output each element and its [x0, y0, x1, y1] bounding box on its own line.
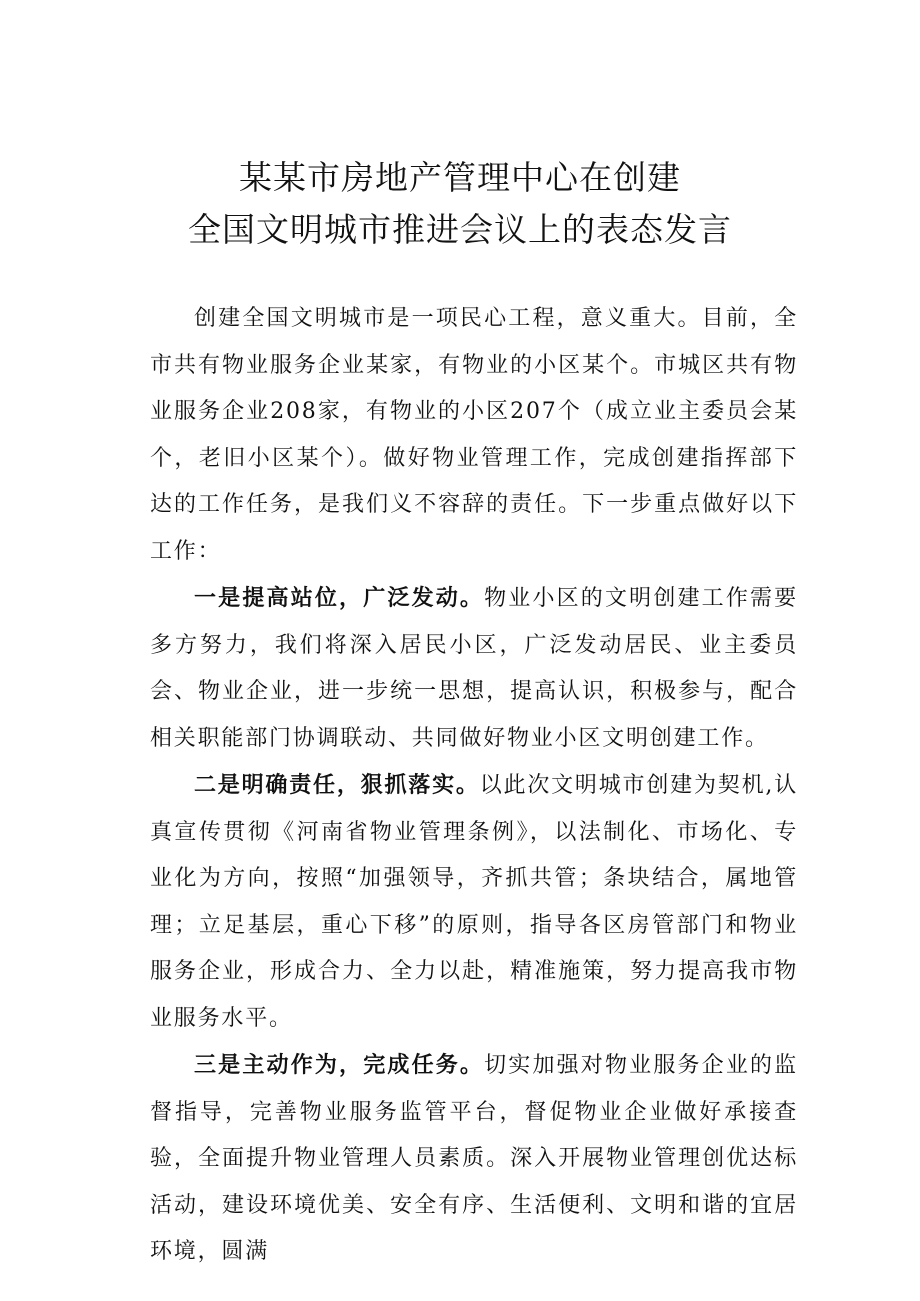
- point-paragraph-2: [150, 762, 798, 1042]
- document-body: [150, 296, 798, 1276]
- title-line-1: 某某市房地产管理中心在创建: [239, 158, 681, 197]
- point-paragraph-3: [150, 1042, 798, 1276]
- point-3-text: 切实加强对物业服务企业的监督指导，完善物业服务监管平台，督促物业企业做好承接查验，全面提升物业管理人员素质。深入开展物业管理创优达标活动，建设环境优美、安全有序、生活便利、文明和谐的宜居环境，圆满: [150, 1053, 798, 1264]
- point-2-text: 以此次文明城市创建为契机,认真宣传贯彻《河南省物业管理条例》，以法制化、市场化、专业化为方向，按照“加强领导，齐抓共管；条块结合，属地管理；立足基层，重心下移”的原则，指导各区房管部门和物业服务企业，形成合力、全力以赴，精准施策，努力提高我市物业服务水平。: [150, 773, 798, 1031]
- document-title: [120, 152, 800, 256]
- point-2-heading: 二是明确责任，狠抓落实。: [194, 772, 480, 798]
- point-1-text: 物业小区的文明创建工作需要多方努力，我们将深入居民小区，广泛发动居民、业主委员会、物业企业，进一步统一思想，提高认识，积极参与，配合相关职能部门协调联动、共同做好物业小区文明创建工作。: [150, 586, 798, 751]
- point-1-heading: 一是提高站位，广泛发动。: [194, 585, 485, 611]
- point-3-heading: 三是主动作为，完成任务。: [194, 1052, 485, 1078]
- point-paragraph-1: [150, 575, 798, 762]
- intro-paragraph: 创建全国文明城市是一项民心工程，意义重大。目前，全市共有物业服务企业某家，有物业的小区某个。市城区共有物业服务企业208家，有物业的小区207个（成立业主委员会某个，老旧小区某个）。做好物业管理工作，完成创建指挥部下达的工作任务，是我们义不容辞的责任。下一步重点做好以下工作：: [150, 306, 798, 564]
- title-line-2: 全国文明城市推进会议上的表态发言: [188, 210, 732, 249]
